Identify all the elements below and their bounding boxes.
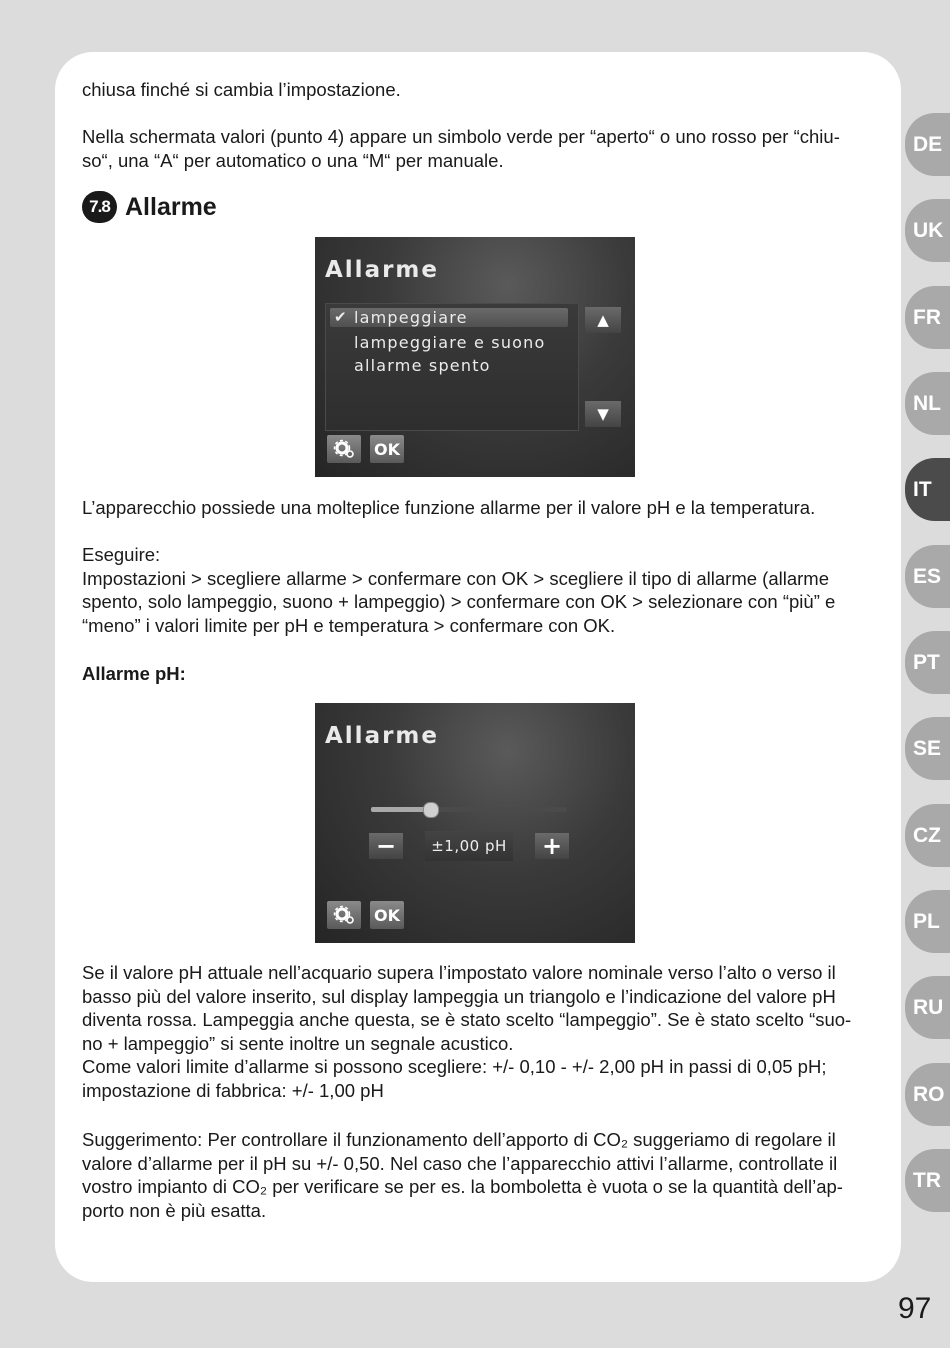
language-tab-cz[interactable]: CZ — [905, 804, 950, 867]
language-tab-fr[interactable]: FR — [905, 286, 950, 349]
language-tab-ro[interactable]: RO — [905, 1063, 950, 1126]
ph-alarm-screen — [315, 703, 635, 943]
execute-block — [82, 543, 872, 637]
scroll-down-button[interactable] — [585, 401, 621, 427]
intro-line-3: so“, una “A“ per automatico o una “M“ per manuale. — [82, 149, 504, 171]
language-tab-ru[interactable]: RU — [905, 976, 950, 1039]
scroll-up-button[interactable] — [585, 307, 621, 333]
execute-line-1: Impostazioni > scegliere allarme > confermare con OK > scegliere il tipo di allarme (allarme — [82, 567, 830, 589]
alarm-type-screen — [315, 237, 635, 477]
para2-line-4: no + lampeggio” si sente inoltre un segnale acustico. — [82, 1032, 514, 1054]
ok-button[interactable]: OK — [370, 901, 404, 929]
section-title: Allarme — [125, 192, 217, 221]
language-tab-tr[interactable]: TR — [905, 1149, 950, 1212]
plus-button[interactable] — [535, 833, 569, 859]
intro-text — [82, 78, 872, 172]
section-number-badge: 7.8 — [82, 191, 117, 223]
execute-line-2: spento, solo lampeggio, suono + lampeggio) > confermare con OK > selezionare con “più” e — [82, 591, 836, 613]
language-tab-se[interactable]: SE — [905, 717, 950, 780]
slider-handle[interactable] — [423, 802, 439, 818]
tip-line-1: Suggerimento: Per controllare il funzionamento dell’apporto di CO₂ suggeriamo di regolare il — [82, 1129, 836, 1150]
paragraph-2 — [82, 961, 872, 1103]
paragraph-1: L’apparecchio possiede una molteplice funzione allarme per il valore pH e la temperatura. — [82, 497, 816, 518]
screen-title: Allarme — [325, 723, 439, 749]
page-number: 97 — [898, 1292, 932, 1325]
tip-line-2: valore d’allarme per il pH su +/- 0,50. Nel caso che l’apparecchio attivi l’allarme, controllate il — [82, 1152, 838, 1174]
language-tab-nl[interactable]: NL — [905, 372, 950, 435]
para2-line-1: Se il valore pH attuale nell’acquario supera l’impostato valore nominale verso l’alto o verso il — [82, 962, 836, 983]
ph-slider[interactable] — [371, 807, 567, 812]
language-tab-de[interactable]: DE — [905, 113, 950, 176]
section-heading — [82, 190, 217, 224]
gear-icon — [333, 439, 355, 459]
triangle-down-icon: ▼ — [597, 405, 609, 423]
language-tab-pt[interactable]: PT — [905, 631, 950, 694]
check-icon: ✔ — [334, 308, 348, 326]
settings-button[interactable] — [327, 435, 361, 463]
slider-fill — [371, 807, 430, 812]
minus-button[interactable] — [369, 833, 403, 859]
alarm-option[interactable]: allarme spento — [354, 356, 491, 375]
tip-paragraph — [82, 1128, 872, 1222]
plus-icon: + — [541, 832, 563, 860]
language-tab-es[interactable]: ES — [905, 545, 950, 608]
intro-line-1: chiusa finché si cambia l’impostazione. — [82, 79, 401, 100]
language-tab-pl[interactable]: PL — [905, 890, 950, 953]
ok-button[interactable]: OK — [370, 435, 404, 463]
tip-line-3: vostro impianto di CO₂ per verificare se per es. la bomboletta è vuota o se la quantità dell’ap- — [82, 1176, 843, 1198]
screen-title: Allarme — [325, 257, 439, 283]
execute-heading: Eseguire: — [82, 544, 161, 565]
tip-line-4: porto non è più esatta. — [82, 1199, 267, 1221]
para2-line-5: Come valori limite d’allarme si possono scegliere: +/- 0,10 - +/- 2,00 pH in passi di 0,05 pH; — [82, 1056, 827, 1078]
triangle-up-icon: ▲ — [597, 311, 609, 329]
alarm-option[interactable]: lampeggiare e suono — [354, 333, 546, 352]
language-tab-it[interactable]: IT — [905, 458, 950, 521]
para2-line-2: basso più del valore inserito, sul display lampeggia un triangolo e l’indicazione del valore pH — [82, 985, 836, 1007]
ph-limit-value: ±1,00 pH — [425, 831, 513, 861]
alarm-options-list — [325, 303, 579, 431]
language-tab-uk[interactable]: UK — [905, 199, 950, 262]
para2-line-3: diventa rossa. Lampeggia anche questa, se è stato scelto “lampeggio”. Se è stato scelto “suo- — [82, 1009, 852, 1031]
ph-alarm-heading: Allarme pH: — [82, 663, 186, 684]
gear-icon — [333, 905, 355, 925]
settings-button[interactable] — [327, 901, 361, 929]
execute-line-3: “meno” i valori limite per pH e temperatura > confermare con OK. — [82, 614, 616, 636]
alarm-option-label: lampeggiare — [354, 308, 468, 327]
intro-line-2: Nella schermata valori (punto 4) appare un simbolo verde per “aperto“ o uno rosso per “chiu- — [82, 126, 840, 148]
alarm-option-selected[interactable] — [330, 308, 568, 327]
para2-line-6: impostazione di fabbrica: +/- 1,00 pH — [82, 1079, 384, 1101]
minus-icon: − — [375, 832, 397, 860]
